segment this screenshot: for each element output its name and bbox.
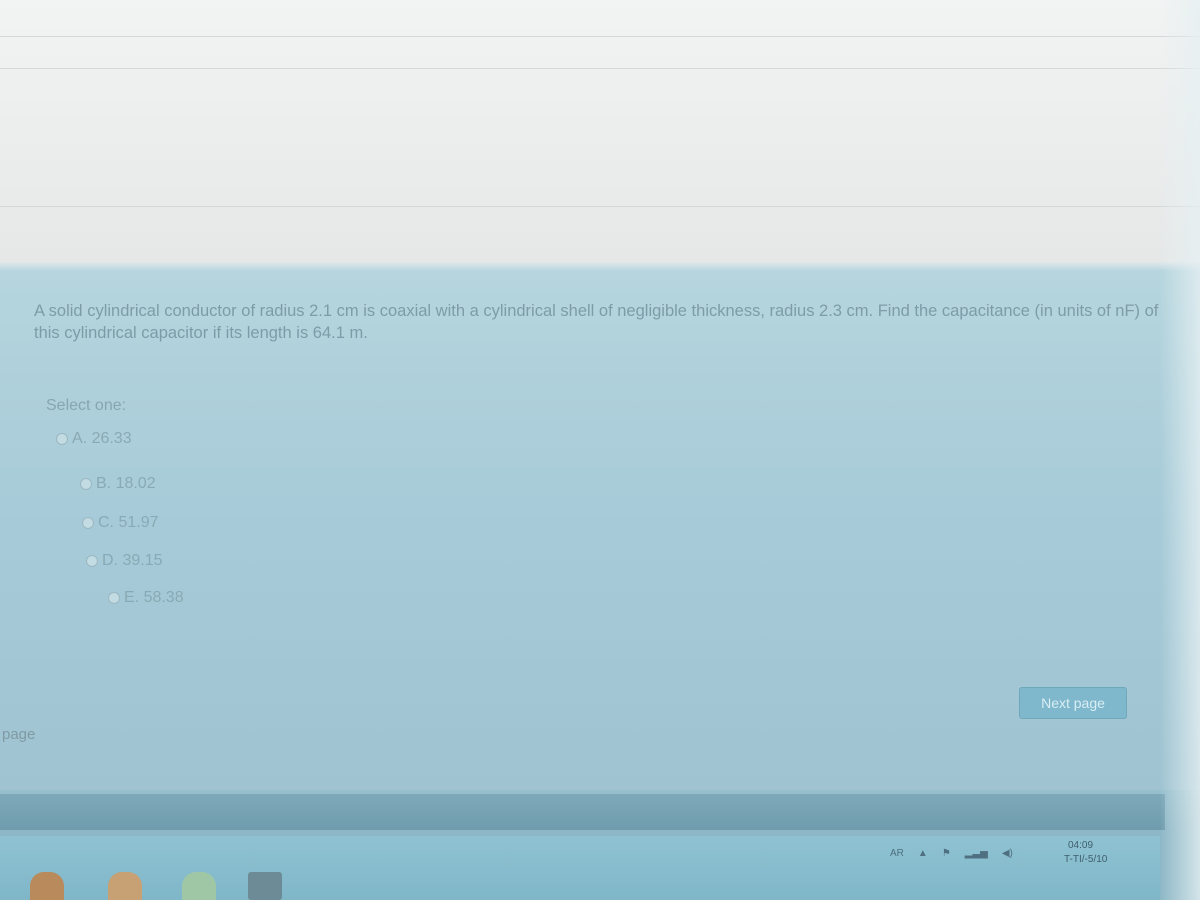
network-icon[interactable]: ⚑ — [941, 848, 951, 859]
taskbar-app-icon[interactable] — [248, 872, 282, 900]
next-page-button[interactable]: Next page — [1019, 687, 1127, 719]
option-label: C. 51.97 — [98, 514, 159, 531]
radio-icon[interactable] — [80, 478, 92, 490]
clock-date[interactable]: T-TI/-5/10 — [1064, 854, 1108, 865]
top-region — [0, 0, 1200, 262]
select-one-label: Select one: — [46, 397, 127, 414]
taskbar-app-icon[interactable] — [182, 872, 216, 900]
volume-icon[interactable]: ◀) — [1001, 848, 1013, 859]
option-label: B. 18.02 — [96, 475, 156, 492]
footer-band — [0, 794, 1165, 830]
signal-icon[interactable]: ▂▃▅ — [964, 848, 988, 859]
option-c[interactable] — [82, 514, 158, 532]
radio-icon[interactable] — [82, 517, 94, 529]
system-tray — [890, 848, 1013, 859]
radio-icon[interactable] — [56, 433, 68, 445]
radio-icon[interactable] — [108, 592, 120, 604]
option-a[interactable] — [56, 430, 132, 448]
option-d[interactable] — [86, 552, 162, 570]
option-e[interactable] — [108, 589, 184, 607]
radio-icon[interactable] — [86, 555, 98, 567]
option-b[interactable] — [80, 475, 156, 493]
taskbar — [0, 836, 1160, 900]
option-label: D. 39.15 — [102, 552, 163, 569]
taskbar-app-icon[interactable] — [108, 872, 142, 900]
page-label: page — [2, 726, 36, 743]
question-text: A solid cylindrical conductor of radius 2.1 cm is coaxial with a cylindrical shell of negligible thickness, radius 2.3 cm. Find the capacitance (in units of nF) of this cylindrical capacitor if its length is 64.1 m. — [34, 302, 1159, 342]
screen-edge — [1160, 0, 1200, 900]
taskbar-app-icon[interactable] — [30, 872, 64, 900]
divider — [0, 36, 1200, 37]
divider — [0, 68, 1200, 69]
language-indicator[interactable]: AR — [890, 848, 904, 859]
option-label: A. 26.33 — [72, 430, 132, 447]
divider — [0, 206, 1200, 207]
option-label: E. 58.38 — [124, 589, 184, 606]
chevron-up-icon[interactable]: ▲ — [917, 848, 928, 859]
clock-time[interactable]: 04:09 — [1068, 840, 1094, 851]
